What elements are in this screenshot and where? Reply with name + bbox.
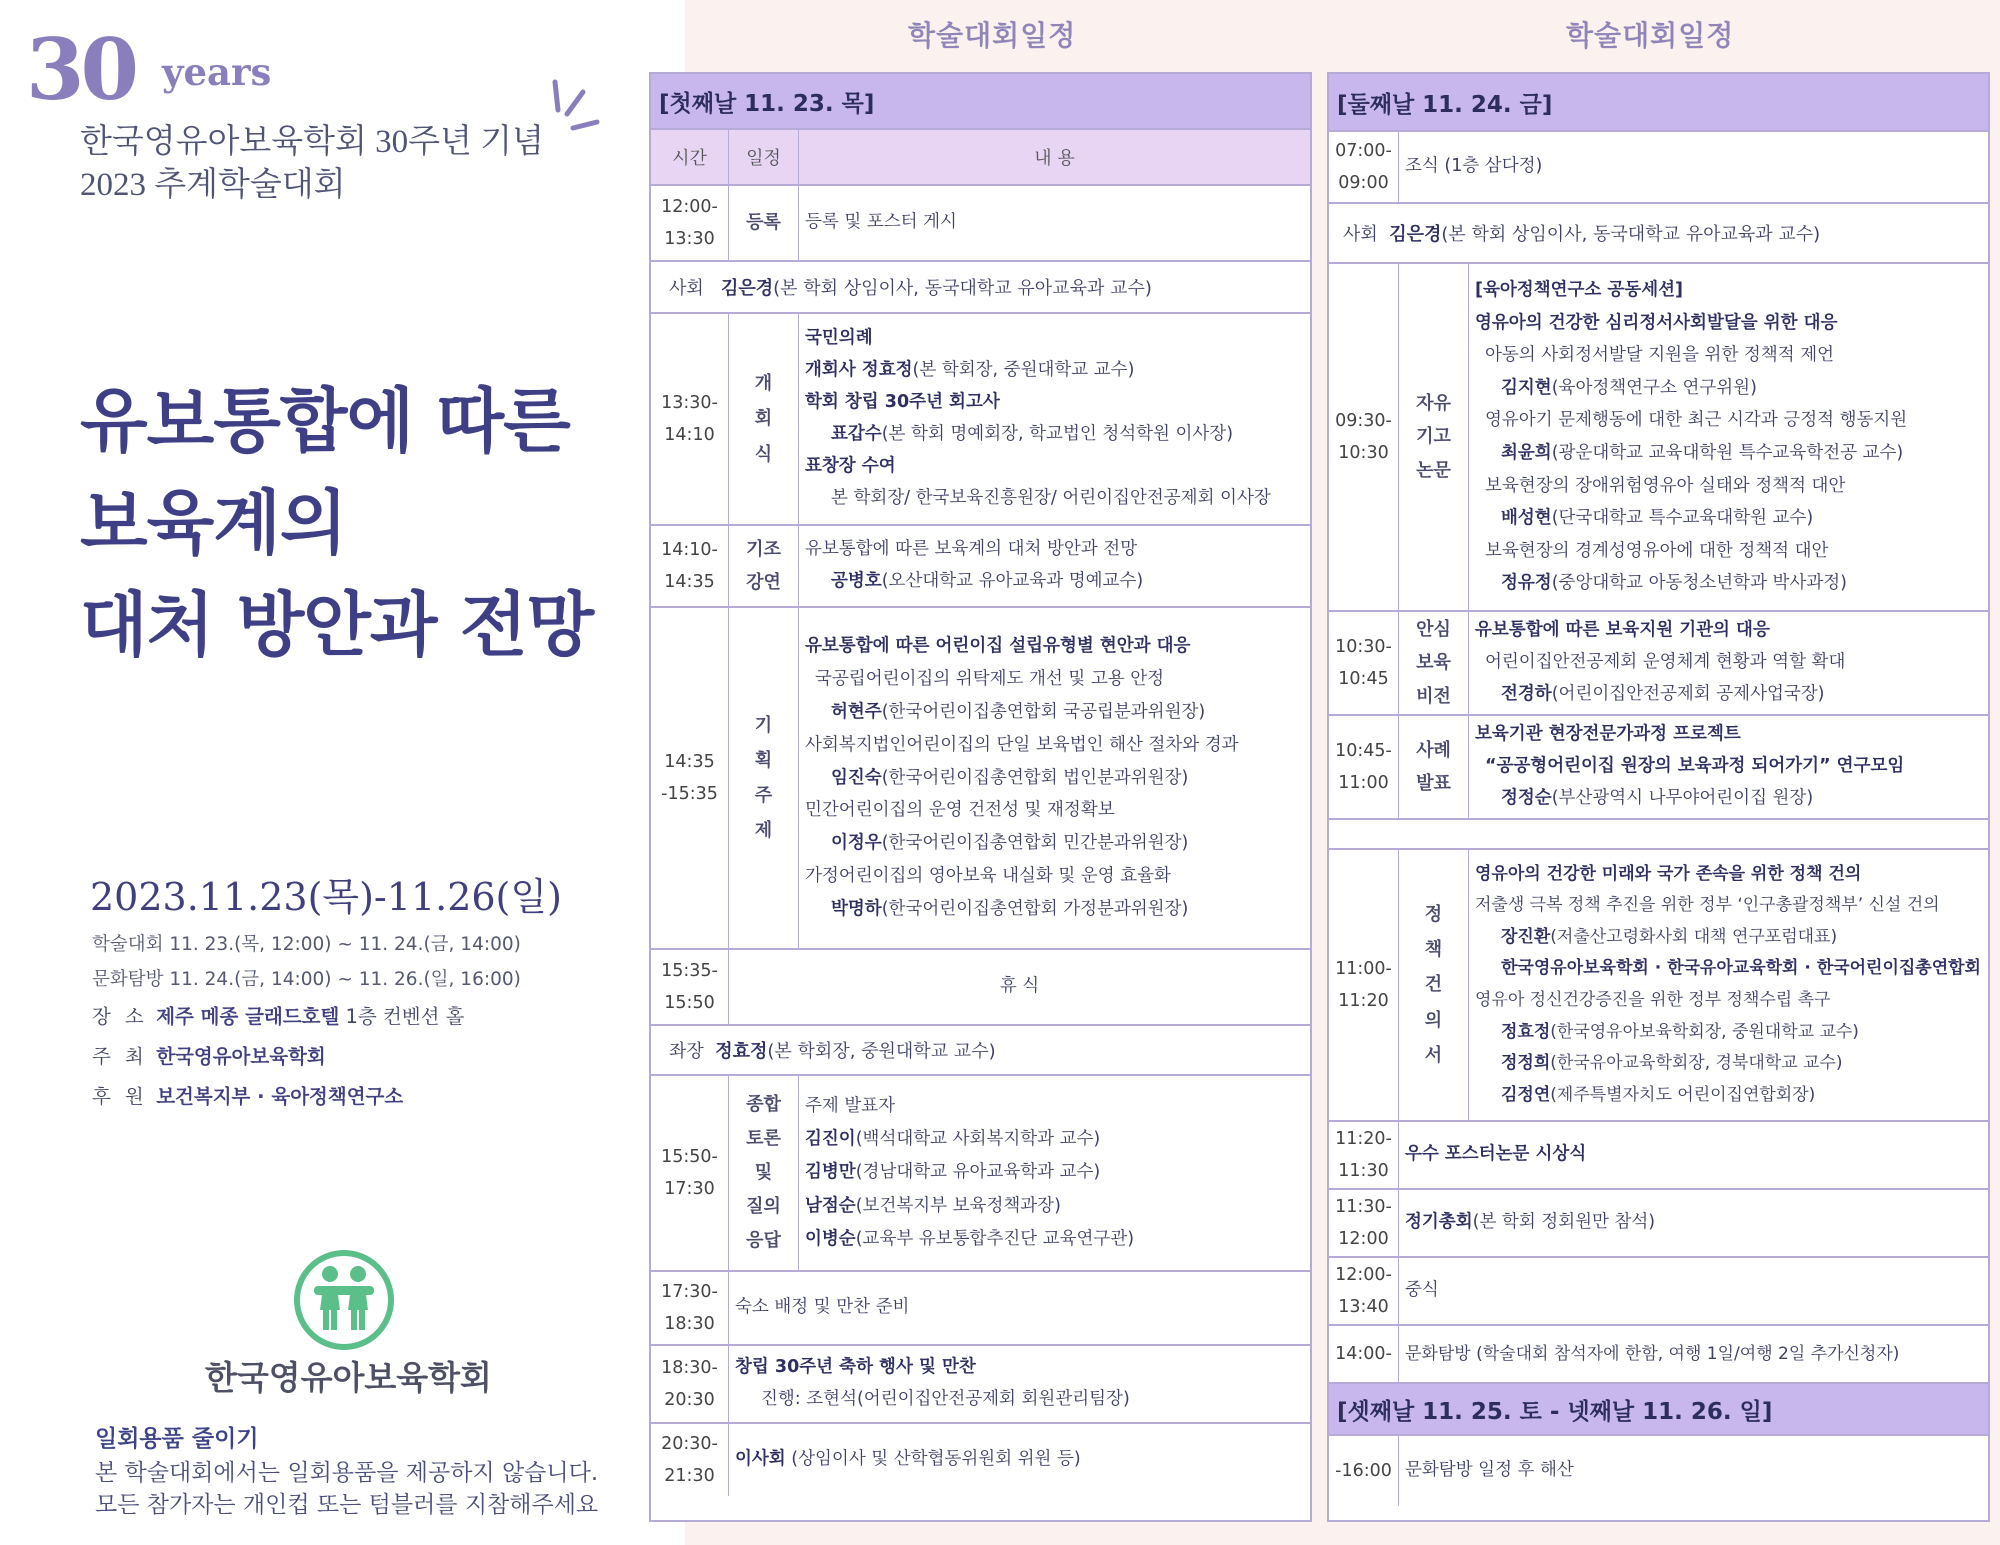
col-item-header: 일정 [729,130,799,184]
schedule-row: 11:30- 12:00 정기총회(본 학회 정회원만 참석) [1329,1190,1988,1258]
note-line-1: 본 학술대회에서는 일회용품을 제공하지 않습니다. [95,1460,599,1486]
schedule-row: 15:35- 15:50 휴 식 [651,950,1310,1026]
schedule-row: 18:30- 20:30 창립 30주년 축하 행사 및 만찬 진행: 조현석(어린이집안전공제회 회원관리팀장) [651,1346,1310,1424]
schedule-row: 15:50- 17:30 종합 토론 및 질의 응답 주제 발표자 김진이(백석대학교 사회복지학과 교수) 김병만(경남대학교 유아교육학과 교수) 남점순(보건복지부 보육정책과장) 이병순(교육부 유보통합추진단 교육연구관) [651,1076,1310,1272]
event-dates: 2023.11.23(목)-11.26(일) [90,875,562,919]
schedule-row: 11:00- 11:20 정 책 건 의 서 영유아의 건강한 미래와 국가 존속을 위한 정책 건의 저출생 극복 정책 추진을 위한 정부 ‘인구총괄정책부’ 신설 건의 장진환(저출산고령화사회 대책 연구포럼대표) 한국영유아보육학회 · 한국유아교육학회 · 한국어린이집총연합회 영유아 정신건강증진을 위한 정부 정책수립 촉구 정효정(한국영유아보육학회장, 중원대학교 교수) 정정희(한국유아교육학회장, 경북대학교 교수) 김정연(제주특별자치도 어린이집연합회장) [1329,850,1988,1122]
day1-schedule-table [649,72,1312,1522]
day2-schedule-table [1327,72,1990,1522]
anniversary-number: 30 [26,20,135,119]
anniversary-years: years [162,50,272,94]
venue-info: 장소 제주 메종 글래드호텔 1층 컨벤션 홀 [92,1005,465,1028]
day2-header: [둘째날 11. 24. 금] [1329,74,1988,132]
event-subtitle-1: 한국영유아보육학회 30주년 기념 [80,124,544,160]
schedule-row: 17:30- 18:30 숙소 배정 및 만찬 준비 [651,1272,1310,1346]
schedule-row: 14:00- 문화탐방 (학술대회 참석자에 한함, 여행 1일/여행 2일 추가신청자) [1329,1326,1988,1384]
headline-line-3: 대처 방안과 전망 [80,584,594,666]
society-logo-icon [294,1250,394,1350]
left-panel [0,0,685,1545]
col-content-header: 내 용 [1034,148,1075,169]
schedule-row: 12:00- 13:40 중식 [1329,1258,1988,1326]
schedule-row: 14:35 -15:35 기 획 주 제 유보통합에 따른 어린이집 설립유형별 현안과 대응 국공립어린이집의 위탁제도 개선 및 고용 안정 허현주(한국어린이집총연합회 국공립분과위원장) 사회복지법인어린이집의 단일 보육법인 해산 절차와 경과 임진숙(한국어린이집총연합회 법인분과위원장) 민간어린이집의 운영 건전성 및 재정확보 이정우(한국어린이집총연합회 민간분과위원장) 가정어린이집의 영아보육 내실화 및 운영 효율화 박명하(한국어린이집총연합회 가정분과위원장) [651,608,1310,950]
schedule-row: 10:45- 11:00 사례 발표 보육기관 현장전문가과정 프로젝트 “공공형어린이집 원장의 보육과정 되어가기” 연구모임 정정순(부산광역시 나무야어린이집 원장) [1329,716,1988,820]
moderator-row: 사회 김은경 (본 학회 상임이사, 동국대학교 유아교육과 교수) [651,262,1310,314]
column-header-row [651,130,1310,186]
schedule-row: 12:00- 13:30 등록 등록 및 포스터 게시 [651,186,1310,262]
society-name: 한국영유아보육학회 [205,1358,492,1397]
schedule-row: 14:10- 14:35 기조 강연 유보통합에 따른 보육계의 대처 방안과 전망 공병호(오산대학교 유아교육과 명예교수) [651,526,1310,608]
sponsor-info: 후원 보건복지부 · 육아정책연구소 [92,1085,404,1108]
host-info: 주최 한국영유아보육학회 [92,1045,326,1068]
schedule-row: -16:00 문화탐방 일정 후 해산 [1329,1436,1988,1506]
note-title: 일회용품 줄이기 [95,1426,259,1452]
schedule-title-day1: 학술대회일정 [908,19,1077,52]
moderator-row: 좌장 정효정 (본 학회장, 중원대학교 교수) [651,1026,1310,1076]
conference-period: 학술대회 11. 23.(목, 12:00) ~ 11. 24.(금, 14:00) [92,934,521,955]
schedule-title-day2: 학술대회일정 [1566,19,1735,52]
day1-header: [첫째날 11. 23. 목] [651,74,1310,130]
sparkle-icon [545,74,605,134]
schedule-row: 11:20- 11:30 우수 포스터논문 시상식 [1329,1122,1988,1190]
tour-period: 문화탐방 11. 24.(금, 14:00) ~ 11. 26.(일, 16:00) [92,969,521,990]
schedule-row: 10:30- 10:45 안심 보육 비전 유보통합에 따른 보육지원 기관의 대응 어린이집안전공제회 운영체계 현황과 역할 확대 전경하(어린이집안전공제회 공제사업국장) [1329,612,1988,716]
headline-line-2: 보육계의 [80,482,347,564]
moderator-row: 사회 김은경 (본 학회 상임이사, 동국대학교 유아교육과 교수) [1329,204,1988,264]
schedule-row: 13:30- 14:10 개 회 식 국민의례 개회사 정효정(본 학회장, 중원대학교 교수) 학회 창립 30주년 회고사 표갑수(본 학회 명예회장, 학교법인 청석학원 이사장) 표창장 수여 본 학회장/ 한국보육진흥원장/ 어린이집안전공제회 이사장 [651,314,1310,526]
event-subtitle-2: 2023 추계학술대회 [80,167,346,203]
spacer-row [1329,820,1988,850]
col-time-header: 시간 [651,130,729,184]
day34-header: [셋째날 11. 25. 토 - 넷째날 11. 26. 일] [1329,1384,1988,1436]
schedule-row: 09:30- 10:30 자유 기고 논문 [육아정책연구소 공동세션] 영유아의 건강한 심리정서사회발달을 위한 대응 아동의 사회정서발달 지원을 위한 정책적 제언 김지현(육아정책연구소 연구위원) 영유아기 문제행동에 대한 최근 시각과 긍정적 행동지원 최윤희(광운대학교 교육대학원 특수교육학전공 교수) 보육현장의 장애위험영유아 실태와 정책적 대안 배성현(단국대학교 특수교육대학원 교수) 보육현장의 경계성영유아에 대한 정책적 대안 정유정(중앙대학교 아동청소년학과 박사과정) [1329,264,1988,612]
headline-line-1: 유보통합에 따른 [80,380,570,462]
note-line-2: 모든 참가자는 개인컵 또는 텀블러를 지참해주세요 [95,1492,599,1518]
schedule-row: 07:00- 09:00 조식 (1층 삼다정) [1329,132,1988,204]
schedule-row: 20:30- 21:30 이사회 (상임이사 및 산학협동위원회 위원 등) [651,1424,1310,1496]
